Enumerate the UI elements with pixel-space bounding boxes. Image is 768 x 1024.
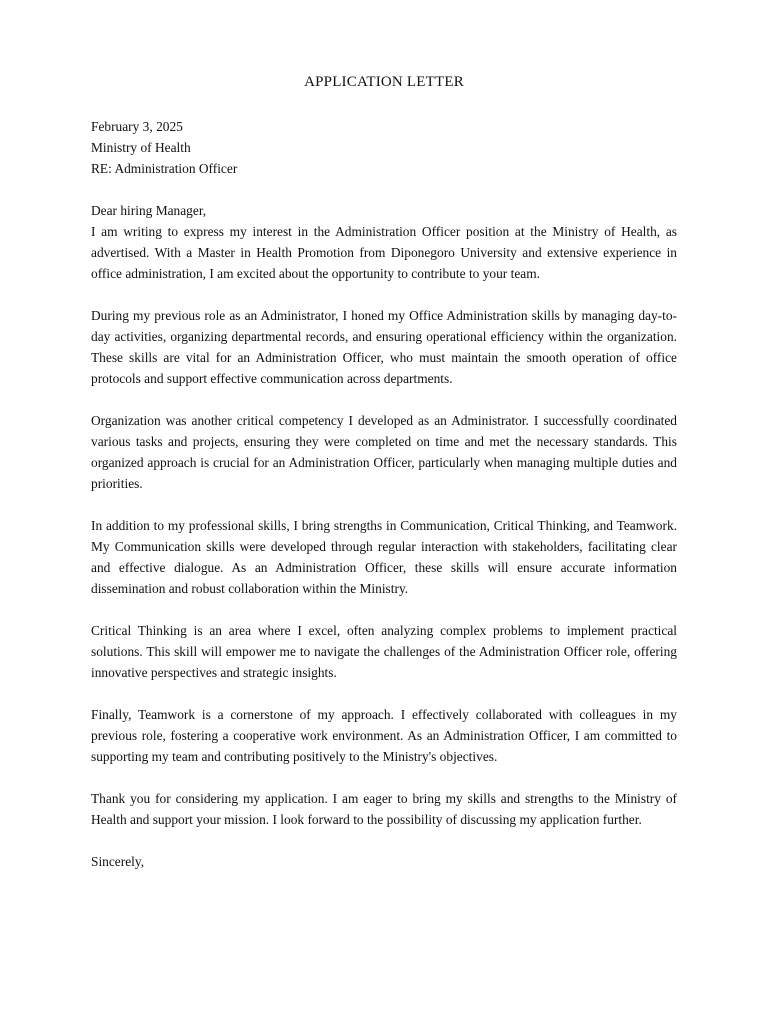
letter-closing: Sincerely, (91, 854, 145, 869)
letter-header-block (91, 116, 677, 179)
paragraph-thank-you: Thank you for considering my application. I am eager to bring my skills and strengths to the Ministry of Health and support your mission. I look forward to the possibility of discussing my application further. (91, 791, 677, 827)
paragraph-communication: In addition to my professional skills, I bring strengths in Communication, Critical Thinking, and Teamwork. My Communication skills were developed through regular interaction with stakeholders, facilitating clear and effective dialogue. As an Administration Officer, these skills will ensure accurate information dissemination and robust collaboration within the Ministry. (91, 518, 677, 596)
letter-title: APPLICATION LETTER (304, 74, 464, 90)
paragraph-introduction: I am writing to express my interest in the Administration Officer position at the Ministry of Health, as advertised. With a Master in Health Promotion from Diponegoro University and extensive experience in office administration, I am excited about the opportunity to contribute to your team. (91, 224, 677, 281)
paragraph-office-administration: During my previous role as an Administrator, I honed my Office Administration skills by managing day-to-day activities, organizing departmental records, and ensuring operational efficiency within the organization. These skills are vital for an Administration Officer, who must maintain the smooth operation of office protocols and support effective communication across departments. (91, 308, 677, 386)
paragraph-critical-thinking: Critical Thinking is an area where I excel, often analyzing complex problems to implement practical solutions. This skill will empower me to navigate the challenges of the Administration Officer role, offering innovative perspectives and strategic insights. (91, 623, 677, 680)
letter-date: February 3, 2025 (91, 119, 183, 134)
letter-subject: RE: Administration Officer (91, 161, 238, 176)
letter-body (91, 116, 677, 872)
letter-greeting: Dear hiring Manager, (91, 203, 207, 218)
paragraph-organization: Organization was another critical competency I developed as an Administrator. I successfully coordinated various tasks and projects, ensuring they were completed on time and met the necessary standards. This organized approach is crucial for an Administration Officer, particularly when managing multiple duties and priorities. (91, 413, 677, 491)
letter-recipient: Ministry of Health (91, 140, 191, 155)
paragraph-teamwork: Finally, Teamwork is a cornerstone of my approach. I effectively collaborated with colleagues in my previous role, fostering a cooperative work environment. As an Administration Officer, I am committed to supporting my team and contributing positively to the Ministry's objectives. (91, 707, 677, 764)
